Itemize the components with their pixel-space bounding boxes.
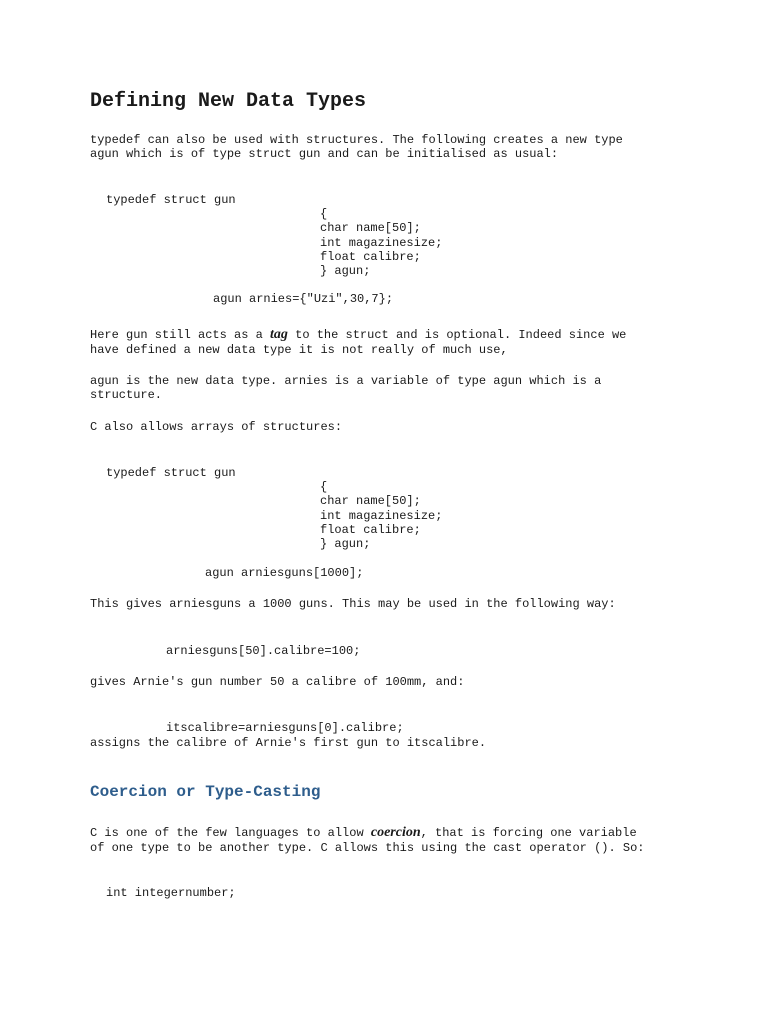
- code-line: } agun;: [320, 537, 371, 551]
- paragraph-tag: Here gun still acts as a tag to the struct and is optional. Indeed since we: [90, 327, 627, 342]
- emphasis-coercion: coercion: [370, 825, 421, 840]
- code-line: char name[50];: [320, 221, 421, 235]
- intro-line-1: typedef can also be used with structures. The following creates a new type: [90, 133, 623, 147]
- code-line: } agun;: [320, 264, 371, 278]
- paragraph-agun-line-2: structure.: [90, 388, 163, 402]
- code-line: agun arnies={"Uzi",30,7};: [213, 292, 394, 306]
- page-title: Defining New Data Types: [90, 90, 367, 113]
- code-line: float calibre;: [320, 523, 421, 537]
- paragraph-arrays: C also allows arrays of structures:: [90, 420, 343, 434]
- code-line-calibre-assign: arniesguns[50].calibre=100;: [166, 644, 361, 658]
- paragraph-assigns: assigns the calibre of Arnie's first gun to itscalibre.: [90, 736, 487, 750]
- paragraph-coercion: C is one of the few languages to allow coercion, that is forcing one variable: [90, 825, 637, 840]
- section-heading-coercion: Coercion or Type-Casting: [90, 783, 321, 801]
- intro-line-2: agun which is of type struct gun and can be initialised as usual:: [90, 147, 559, 161]
- code-line: {: [320, 480, 328, 494]
- code-line: char name[50];: [320, 494, 421, 508]
- paragraph-usage: This gives arniesguns a 1000 guns. This may be used in the following way:: [90, 597, 616, 611]
- paragraph-tag-line-2: have defined a new data type it is not really of much use,: [90, 343, 508, 357]
- paragraph-gun-50: gives Arnie's gun number 50 a calibre of 100mm, and:: [90, 675, 465, 689]
- code-line: typedef struct gun: [106, 466, 236, 480]
- paragraph-coercion-line-2: of one type to be another type. C allows this using the cast operator (). So:: [90, 841, 645, 855]
- code-line: agun arniesguns[1000];: [205, 566, 364, 580]
- code-line: int magazinesize;: [320, 509, 443, 523]
- code-line: float calibre;: [320, 250, 421, 264]
- paragraph-agun-line-1: agun is the new data type. arnies is a variable of type agun which is a: [90, 374, 602, 388]
- emphasis-tag: tag: [270, 327, 288, 342]
- code-line-int-decl: int integernumber;: [106, 886, 236, 900]
- code-line-itscalibre: itscalibre=arniesguns[0].calibre;: [166, 721, 404, 735]
- code-line: typedef struct gun: [106, 193, 236, 207]
- code-line: {: [320, 207, 328, 221]
- code-line: int magazinesize;: [320, 236, 443, 250]
